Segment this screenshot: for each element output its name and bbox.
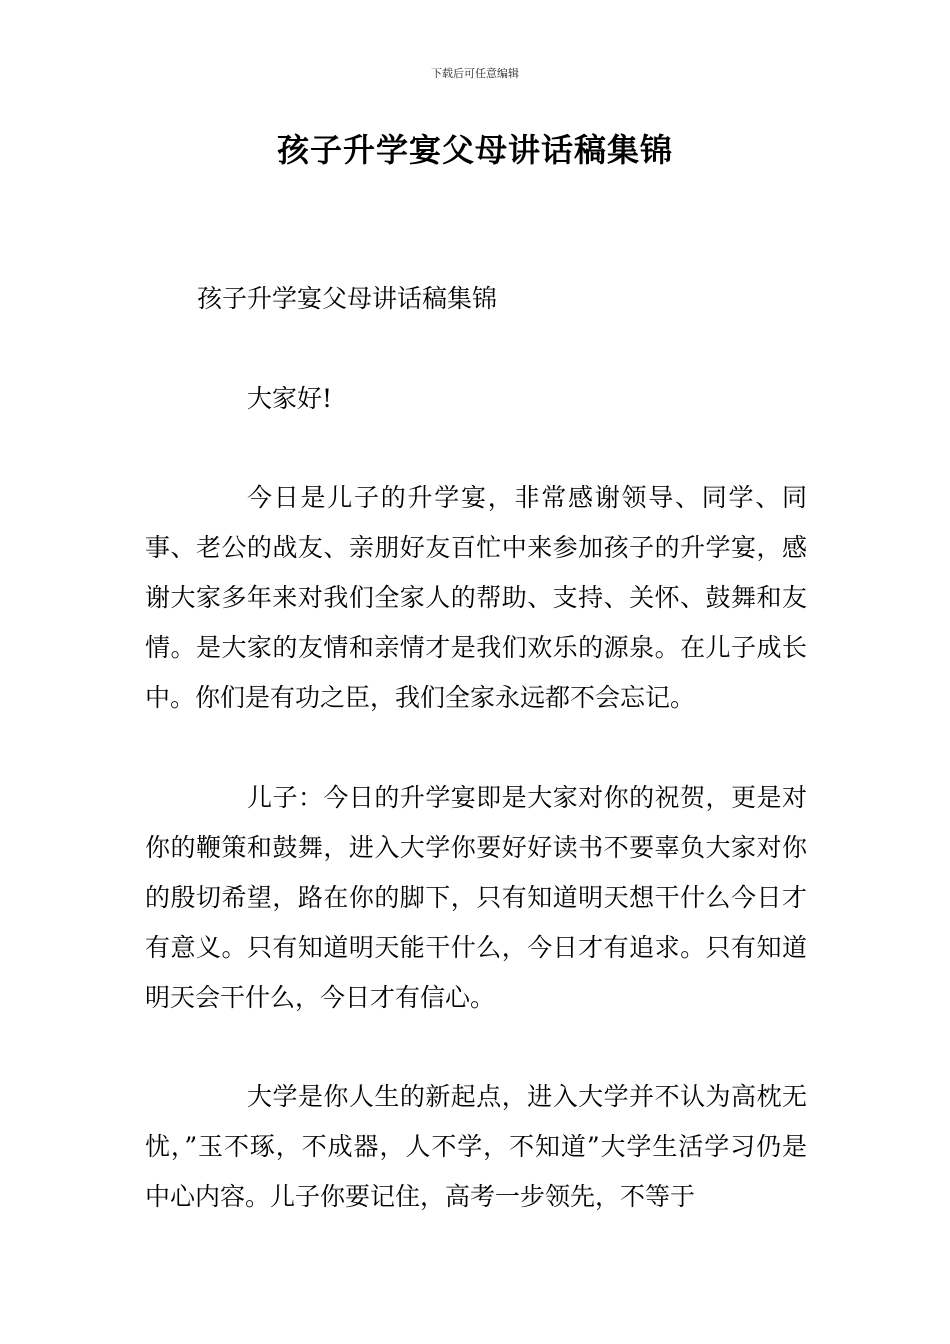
document-title: 孩子升学宴父母讲话稿集锦 bbox=[276, 131, 673, 169]
paragraph-text: 大学是你人生的新起点，进入大学并不认为高枕无忧，”玉不琢，不成器，人不学，不知道”大学生活学习仍是中心内容。儿子你要记住，高考一步领先，不等于 bbox=[145, 1082, 807, 1211]
document-subtitle: 孩子升学宴父母讲话稿集锦 bbox=[197, 284, 498, 313]
greeting-line: 大家好! bbox=[247, 384, 333, 413]
paragraph-text: 今日是儿子的升学宴，非常感谢领导、同学、同事、老公的战友、亲朋好友百忙中来参加孩子的升学宴，感谢大家多年来对我们全家人的帮助、支持、关怀、鼓舞和友情。是大家的友情和亲情才是我们欢乐的源泉。在儿子成长中。你们是有功之臣，我们全家永远都不会忘记。 bbox=[145, 483, 807, 712]
paragraph-1 bbox=[145, 473, 807, 723]
paragraph-3 bbox=[145, 1072, 807, 1222]
paragraph-text: 儿子：今日的升学宴即是大家对你的祝贺，更是对你的鞭策和鼓舞，进入大学你要好好读书不要辜负大家对你的殷切希望，路在你的脚下，只有知道明天想干什么今日才有意义。只有知道明天能干什么，今日才有追求。只有知道明天会干什么，今日才有信心。 bbox=[145, 783, 807, 1012]
page-header-note: 下载后可任意编辑 bbox=[431, 67, 519, 80]
paragraph-2 bbox=[145, 773, 807, 1023]
